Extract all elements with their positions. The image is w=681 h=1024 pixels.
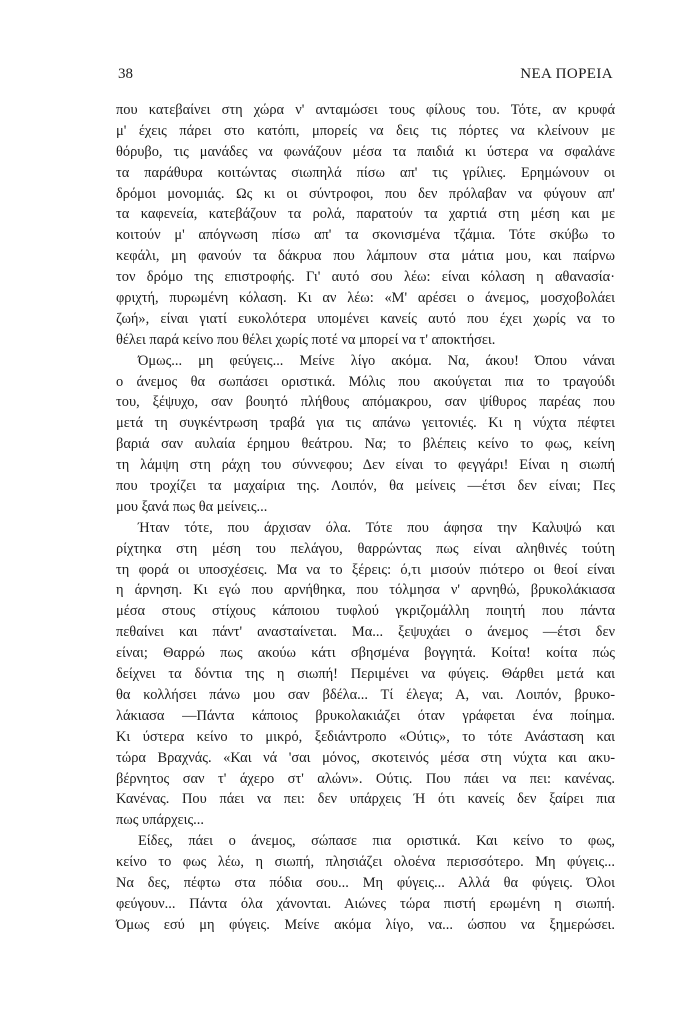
running-title: ΝΕΑ ΠΟΡΕΙΑ (520, 66, 613, 82)
text-line: τώρα Βραχνάς. «Και νά 'σαι μόνος, σκοτεινός μέσα στη νύχτα και ακυ- (116, 749, 615, 766)
text-line: του, ξέψυχο, σαν βουητό πλήθους απόμακρου, σαν ψίθυρος παρέας που (116, 394, 615, 411)
text-line: τη φορά οι υποσχέσεις. Μα να το ξέρεις: ό,τι μισούν πιότερο οι θεοί είναι (116, 561, 615, 578)
text-line: κεφάλι, μη φανούν τα δάκρυα που λάμπουν στα μάτια μου, και παίρνω (116, 248, 615, 265)
text-line: φεύγουν... Πάντα όλα χάνονται. Αιώνες τώρα πιστή ερωμένη η σιωπή. (116, 895, 615, 912)
text-line: Ήταν τότε, που άρχισαν όλα. Τότε που άφησα την Καλυψώ και (138, 519, 615, 536)
text-line: ζωή», είναι γιατί ευκολότερα υπομένει κανείς αυτό που έχει χωρίς να το (116, 310, 615, 327)
text-line: δρόμοι μονομιάς. Ως κι οι σύντροφοι, που δεν πρόλαβαν να φύγουν απ' (116, 185, 615, 202)
text-line: ρίχτηκα στη μέση του πελάγου, θαρρώντας πως είναι αληθινές τούτη (116, 540, 615, 557)
text-line: που κατεβαίνει στη χώρα ν' ανταμώσει τους φίλους του. Τότε, αν κρυφά (116, 102, 615, 118)
text-line: που τροχίζει τα μαχαίρια της. Λοιπόν, θα μείνεις —έτσι δεν είναι; Πες (116, 478, 615, 495)
text-line: μ' έχεις πάρει στο κατόπι, μπορείς να δεις τις πόρτες να κλείνουν με (116, 122, 615, 139)
text-line: ο άνεμος θα σωπάσει οριστικά. Μόλις που ακούγεται πια το τραγούδι (116, 373, 615, 390)
text-line: Κανένας. Που πάει να πει: δεν υπάρχεις Ή ότι κανείς δεν ξαίρει πια (116, 791, 615, 808)
text-line: Όμως εσύ μη φύγεις. Μείνε ακόμα λίγο, να... ώσπου να ξημερώσει. (116, 916, 615, 933)
text-line: τα παράθυρα κοιτώντας σιωπηλά πίσω απ' τις γρίλιες. Ερημώνουν οι (116, 164, 615, 181)
text-line: δείχνει τα δόντια της η σιωπή! Περιμένει να φύγεις. Θάρθει μετά και (116, 666, 615, 683)
text-line: θα κολλήσει πάνω μου σαν βδέλα... Τί έλεγα; Α, ναι. Λοιπόν, βρυκο- (116, 686, 615, 703)
text-line: βέρνητος σαν τ' άχερο στ' αλώνι». Ούτις. Που πάει να πει: κανένας. (116, 770, 615, 787)
text-line: κοιτούν μ' απόγνωση πίσω απ' τα σκονισμένα τζάμια. Τότε σκύβω το (116, 227, 615, 244)
text-line: φριχτή, πυρωμένη κόλαση. Κι αν λέω: «Μ' αρέσει ο άνεμος, μοσχοβολάει (116, 290, 615, 307)
text-line: μου ξανά πως θα μείνεις... (116, 498, 268, 515)
text-line: κείνο το φως λέω, η σιωπή, πλησιάζει ολοένα περισσότερο. Μη φύγεις... (116, 854, 615, 871)
text-line: είναι; Θαρρώ πως ακούω κάτι σβησμένα βογγητά. Κοίτα! κοίτα πώς (116, 645, 615, 662)
text-line: Να δες, πέφτω στα πόδια σου... Μη φύγεις... Αλλά θα φύγεις. Όλοι (116, 874, 615, 891)
page-header (118, 66, 613, 86)
text-line: Κι ύστερα κείνο το μικρό, ξεδιάντροπο «Ούτις», το τότε Ανάσταση και (116, 728, 615, 745)
text-line: λάκιασα —Πάντα κάποιος βρυκολακιάζει όταν γράφεται ένα ποίημα. (116, 707, 615, 724)
text-line: πεθαίνει και πάντ' ανασταίνεται. Μα... ξεψυχάει ο άνεμος —έτσι δεν (116, 624, 615, 641)
body-text (116, 100, 615, 936)
text-line: Όμως... μη φεύγεις... Μείνε λίγο ακόμα. Να, άκου! Όπου νάναι (138, 352, 615, 369)
text-line: τον δρόμο της επιστροφής. Γι' αυτό σου λέω: είναι κόλαση η αθανασία· (116, 269, 615, 286)
text-line: Είδες, πάει ο άνεμος, σώπασε πια οριστικά. Και κείνο το φως, (138, 833, 615, 850)
text-line: τα καφενεία, κατεβάζουν τα ρολά, παρατούν τα χαρτιά στη μέση και με (116, 206, 615, 223)
page-number: 38 (118, 66, 133, 82)
text-line: πως υπάρχεις... (116, 812, 204, 829)
text-line: μετά τη συγκέντρωση τραβά για τις απάνω γειτονιές. Κι η νύχτα πέφτει (116, 415, 615, 432)
text-line: βαριά σαν αυλαία έρημου θεάτρου. Να; το βλέπεις κείνο το φως, κείνη (116, 436, 615, 453)
text-line: θέλει παρά κείνο που θέλει χωρίς ποτέ να μπορεί να τ' αποκτήσει. (116, 331, 496, 348)
text-line: θόρυβο, τις μανάδες να φωνάζουν μέσα τα παιδιά κι ύστερα να σφαλάνε (116, 143, 615, 160)
text-line: η άρνηση. Κι εγώ που αρνήθηκα, που τόλμησα ν' αρνηθώ, βρυκολάκιασα (116, 582, 615, 599)
text-line: τη λάμψη στη ράχη του σύννεφου; Δεν είναι το φεγγάρι! Είναι η σιωπή (116, 457, 615, 474)
text-line: μέσα στους στίχους κάποιου τυφλού γκριζομάλλη ποιητή που πάντα (116, 603, 615, 620)
